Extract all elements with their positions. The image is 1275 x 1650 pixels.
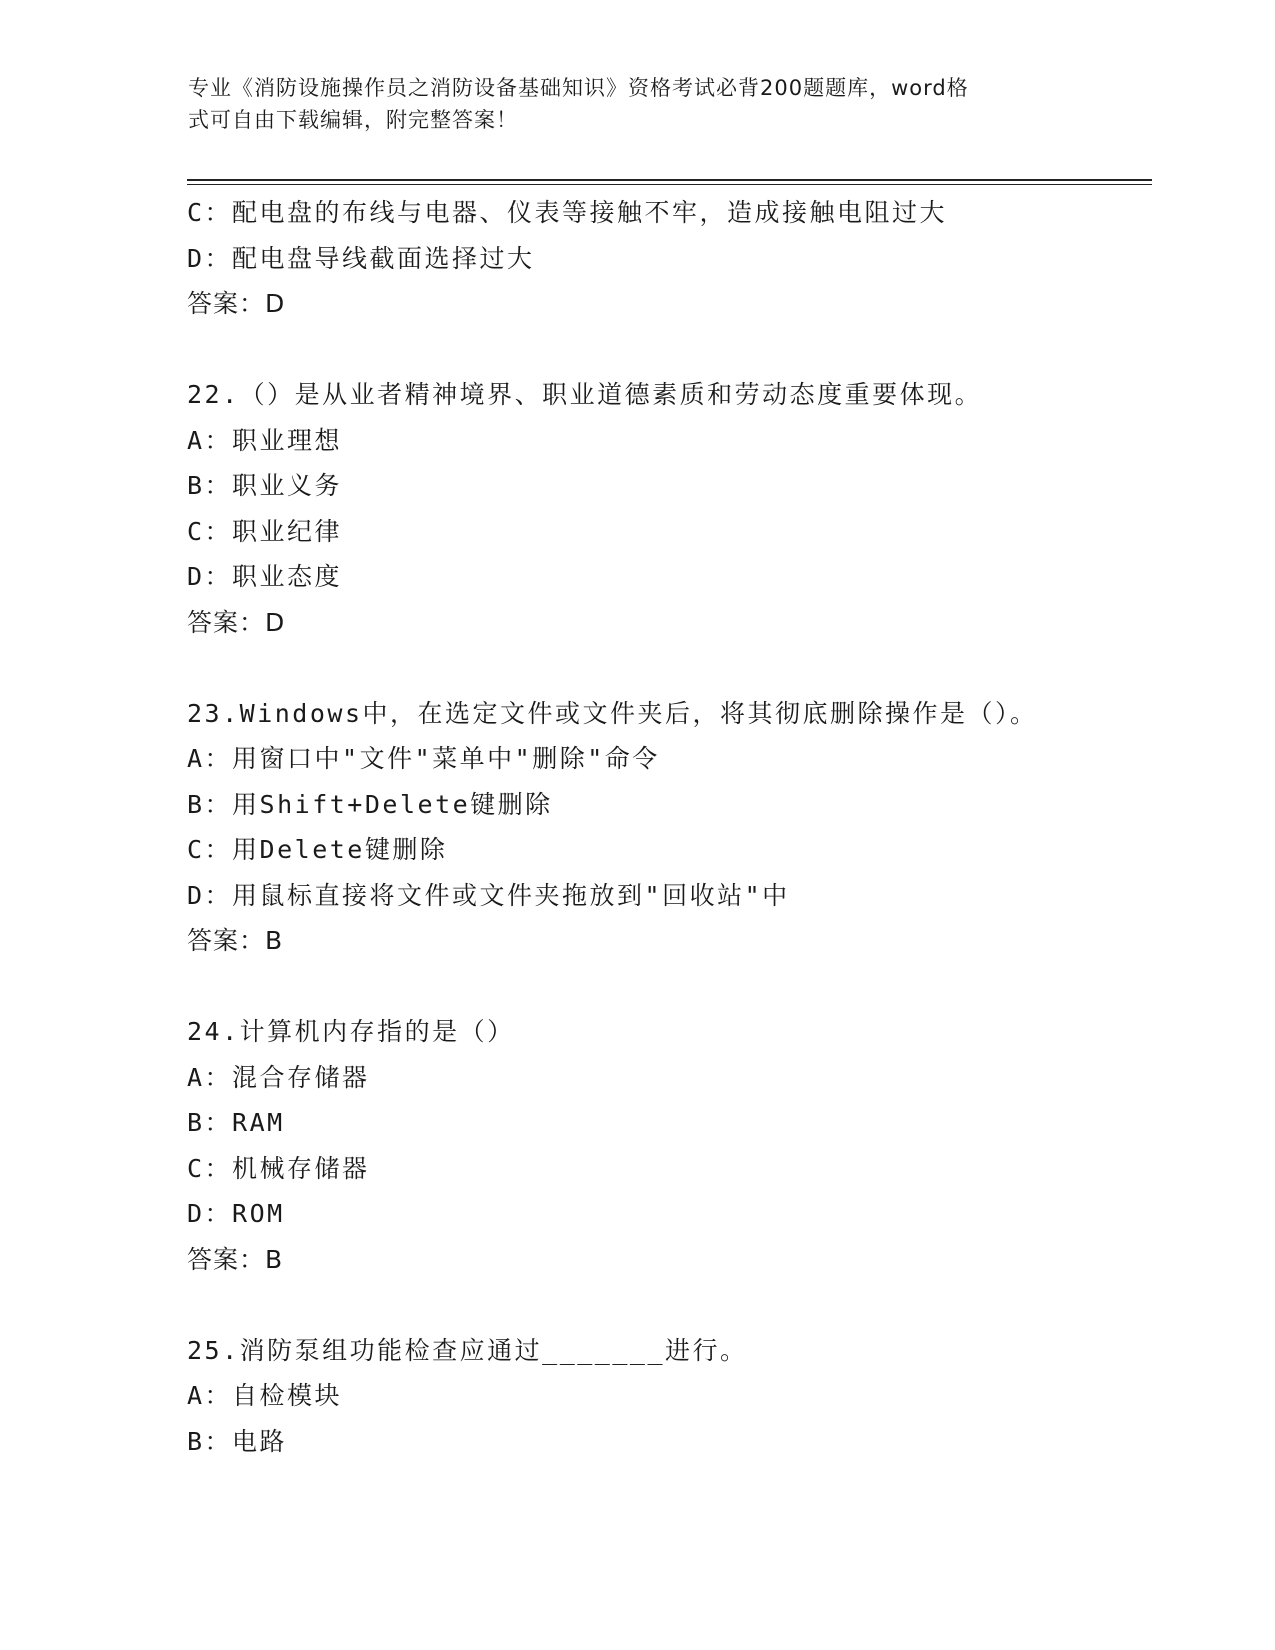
option-a: A：自检模块: [187, 1381, 343, 1410]
question-24: [187, 1009, 1147, 1282]
spacer: [187, 964, 1147, 1010]
option-a: A：混合存储器: [187, 1062, 370, 1092]
question-21-continued: [187, 190, 1147, 327]
option-d: D：配电盘导线截面选择过大: [187, 243, 535, 273]
question-stem: 24.计算机内存指的是（）: [187, 1017, 515, 1046]
option-c: C：配电盘的布线与电器、仪表等接触不牢，造成接触电阻过大: [187, 198, 948, 227]
option-d: D：用鼠标直接将文件或文件夹拖放到"回收站"中: [187, 880, 790, 910]
option-b: B：电路: [187, 1426, 288, 1456]
option-c: C：用Delete键删除: [187, 835, 448, 864]
header-divider-thin: [187, 184, 1152, 185]
header-divider-thick: [187, 179, 1152, 181]
question-stem: 23.Windows中，在选定文件或文件夹后，将其彻底删除操作是（）。: [187, 698, 1038, 728]
option-b: B：职业义务: [187, 471, 343, 500]
question-25: [187, 1328, 1147, 1465]
question-list: [187, 190, 1147, 1464]
question-23: [187, 691, 1147, 964]
option-b: B：RAM: [187, 1108, 285, 1137]
question-stem: 25.消防泵组功能检查应通过_______进行。: [187, 1335, 748, 1365]
answer-line: 答案：D: [187, 289, 286, 318]
option-d: D：职业态度: [187, 562, 343, 591]
option-a: A：职业理想: [187, 425, 343, 455]
spacer: [187, 645, 1147, 691]
document-header: [188, 72, 1068, 136]
option-c: C：机械存储器: [187, 1153, 370, 1183]
spacer: [187, 327, 1147, 373]
option-d: D：ROM: [187, 1199, 285, 1228]
spacer: [187, 1282, 1147, 1328]
answer-line: 答案：B: [187, 1244, 284, 1274]
answer-line: 答案：B: [187, 926, 284, 955]
option-a: A：用窗口中"文件"菜单中"删除"命令: [187, 744, 660, 773]
question-stem: 22.（）是从业者精神境界、职业道德素质和劳动态度重要体现。: [187, 380, 983, 409]
answer-line: 答案：D: [187, 607, 286, 637]
header-line-2: 式可自由下载编辑，附完整答案！: [188, 108, 518, 132]
question-22: [187, 372, 1147, 645]
header-line-1: 专业《消防设施操作员之消防设备基础知识》资格考试必背200题题库，word格: [188, 76, 969, 100]
option-b: B：用Shift+Delete键删除: [187, 789, 553, 819]
option-c: C：职业纪律: [187, 516, 343, 546]
